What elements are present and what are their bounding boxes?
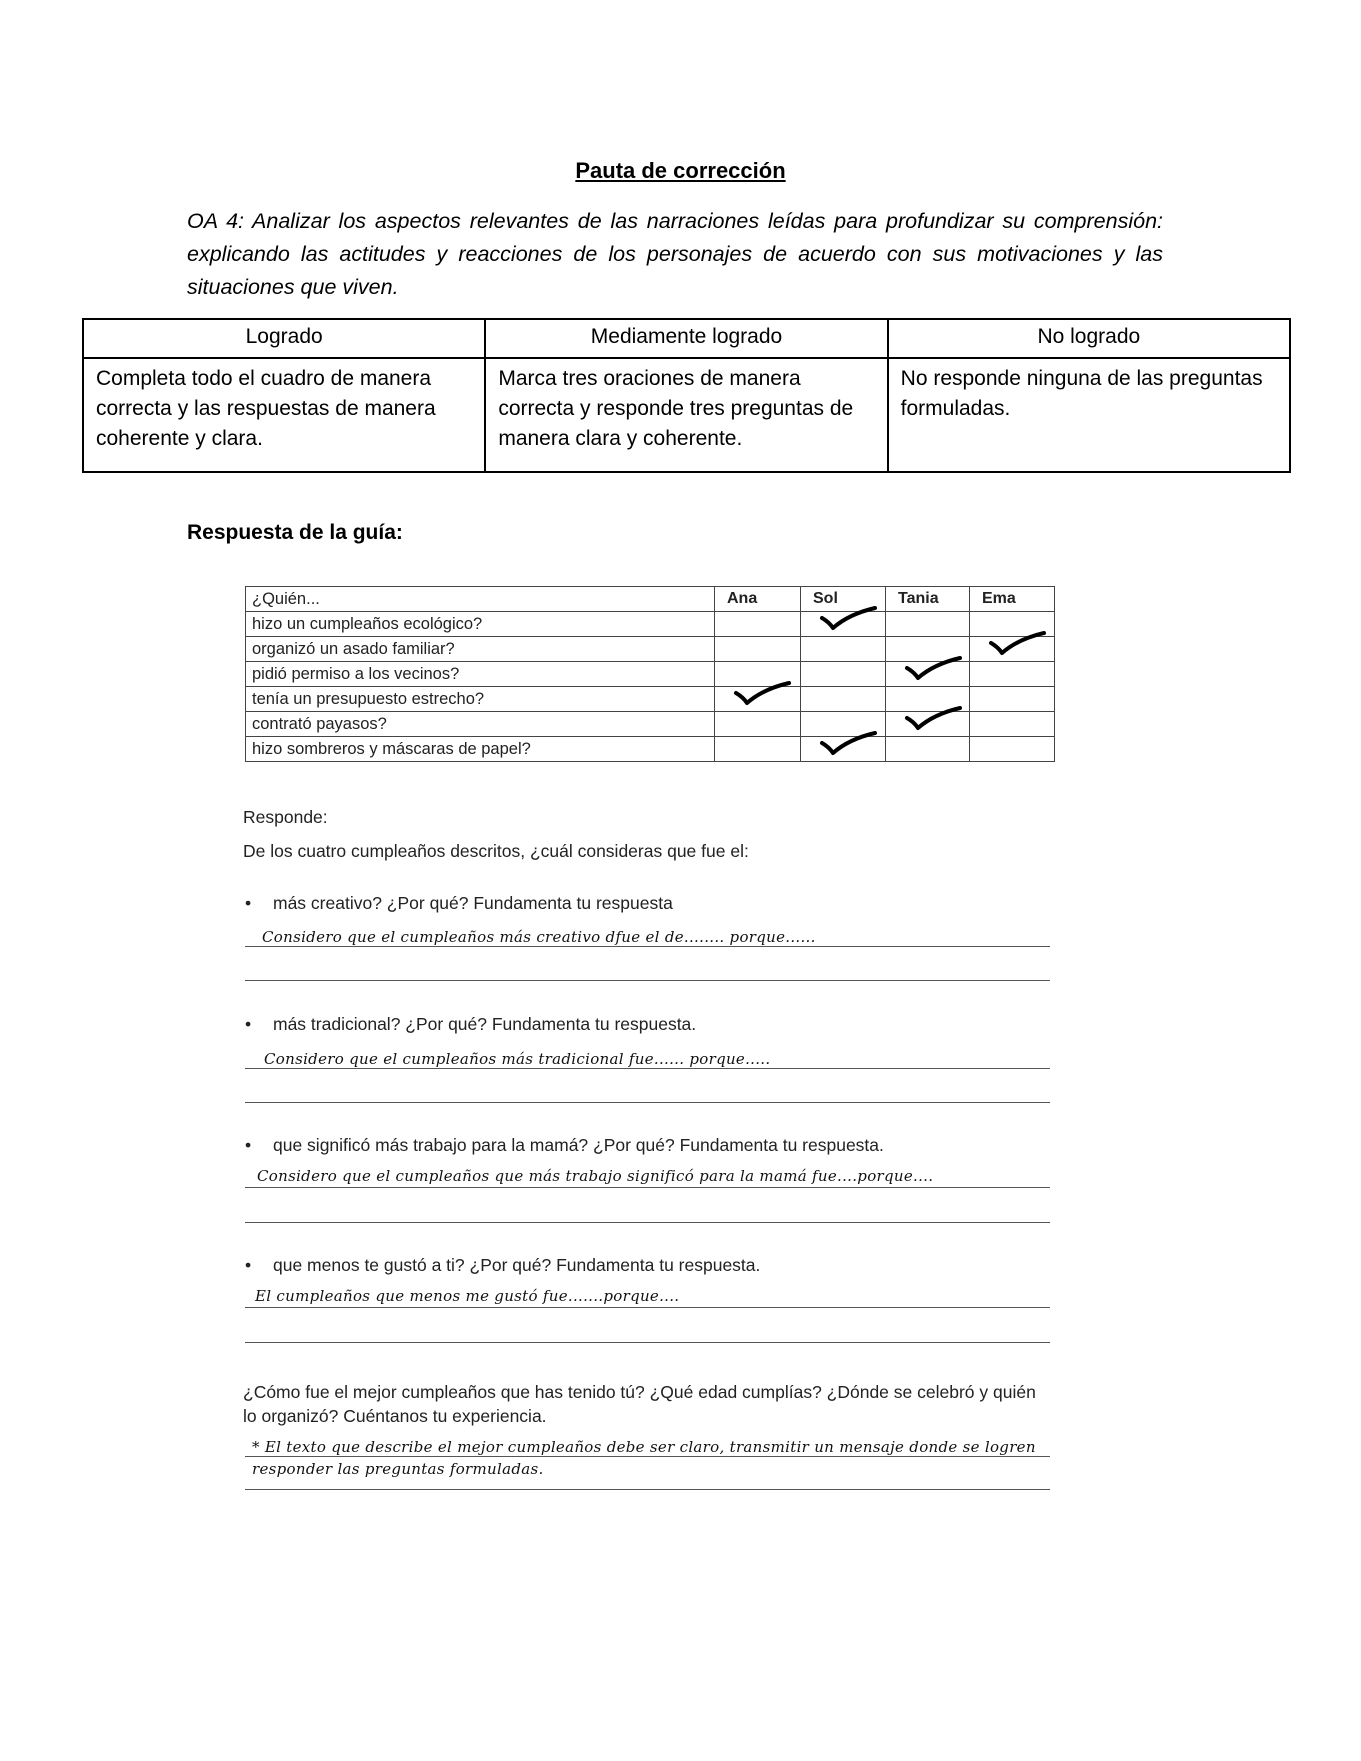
check-table-row [246,737,1055,762]
check-cell-sol [801,737,886,762]
answer-line [245,946,1050,947]
worksheet-intro: De los cuatro cumpleaños descritos, ¿cuál consideras que fue el: [243,841,749,861]
section-title: Respuesta de la guía: [187,521,403,544]
check-cell-ema [970,637,1055,662]
question-2-text: más tradicional? ¿Por qué? Fundamenta tu respuesta. [273,1014,697,1034]
check-table-header [246,587,1055,612]
answer-4: El cumpleaños que menos me gustó fue.......porque.... [255,1287,680,1305]
check-table-row [246,662,1055,687]
responde-label: Responde: [243,807,328,827]
check-cell-tania [886,737,970,762]
rubric-table [82,318,1291,473]
check-cell-sol [801,662,886,687]
question-4 [245,1255,760,1276]
check-cell-ema [970,662,1055,687]
check-cell-sol [801,637,886,662]
question-3-text: que significó más trabajo para la mamá? ¿Por qué? Fundamenta tu respuesta. [273,1135,884,1155]
check-table-row [246,712,1055,737]
rubric-header-no-logrado: No logrado [888,319,1290,358]
answer-line [245,1222,1050,1223]
answer-line [245,1342,1050,1343]
answer-line [245,1102,1050,1103]
question-4-text: que menos te gustó a ti? ¿Por qué? Fundamenta tu respuesta. [273,1255,761,1275]
question-header: ¿Quién... [246,587,715,612]
answer-1: Considero que el cumpleaños más creativo dfue el de........ porque...... [262,928,816,946]
who-check-table [245,586,1055,762]
rubric-desc-no-logrado: No responde ninguna de las preguntas formuladas. [888,358,1290,472]
bullet-icon: • [245,893,252,913]
answer-line [245,1489,1050,1490]
bullet-icon: • [245,1014,252,1034]
checkmark-icon [904,702,964,732]
final-question: ¿Cómo fue el mejor cumpleaños que has tenido tú? ¿Qué edad cumplías? ¿Dónde se celebró y quién lo organizó? Cuéntanos tu experiencia. [243,1382,1036,1426]
check-cell-tania [886,662,970,687]
row-question: organizó un asado familiar? [246,637,715,662]
check-cell-sol [801,612,886,637]
check-cell-ema [970,687,1055,712]
check-cell-ana [715,612,801,637]
answer-line [245,1307,1050,1308]
check-cell-ema [970,737,1055,762]
checkmark-icon [819,602,879,632]
question-3 [245,1135,884,1156]
row-question: pidió permiso a los vecinos? [246,662,715,687]
question-1-text: más creativo? ¿Por qué? Fundamenta tu respuesta [273,893,673,913]
checkmark-icon [988,627,1048,657]
check-table-row [246,612,1055,637]
rubric-header-mediamente: Mediamente logrado [485,319,887,358]
name-header-tania: Tania [886,587,970,612]
check-cell-sol [801,687,886,712]
rubric-desc-logrado: Completa todo el cuadro de manera correcta y las respuestas de manera coherente y clara. [83,358,485,472]
checkmark-icon [819,727,879,757]
page-title: Pauta de corrección [575,158,786,183]
name-header-ema: Ema [970,587,1055,612]
rubric-header-logrado: Logrado [83,319,485,358]
answer-3: Considero que el cumpleaños que más trabajo significó para la mamá fue....porque.... [257,1167,934,1185]
answer-line [245,1456,1050,1457]
name-header-sol: Sol [801,587,886,612]
row-question: hizo un cumpleaños ecológico? [246,612,715,637]
answer-line [245,1187,1050,1188]
rubric-desc-mediamente: Marca tres oraciones de manera correcta y responde tres preguntas de manera clara y coherente. [485,358,887,472]
checkmark-icon [733,677,793,707]
final-answer-line-2: responder las preguntas formuladas. [252,1460,544,1478]
final-answer-line-1: * El texto que describe el mejor cumpleaños debe ser claro, transmitir un mensaje donde se logren [252,1438,1036,1456]
answer-2: Considero que el cumpleaños más tradicional fue...... porque..... [264,1050,771,1068]
question-1 [245,893,673,914]
check-cell-ana [715,687,801,712]
rubric-header-row [83,319,1290,358]
name-header-ana: Ana [715,587,801,612]
question-2 [245,1014,696,1035]
check-cell-ana [715,637,801,662]
answer-line [245,980,1050,981]
check-cell-tania [886,612,970,637]
checkmark-icon [904,652,964,682]
check-cell-ema [970,712,1055,737]
answer-line [245,1068,1050,1069]
row-question: hizo sombreros y máscaras de papel? [246,737,715,762]
check-cell-ana [715,712,801,737]
row-question: contrató payasos? [246,712,715,737]
bullet-icon: • [245,1255,252,1275]
learning-objective: OA 4: Analizar los aspectos relevantes de las narraciones leídas para profundizar su comprensión: explicando las actitudes y reacciones de los personajes de acuerdo con sus motivaciones y las situaciones que viven. [187,209,1163,299]
rubric-description-row [83,358,1290,472]
bullet-icon: • [245,1135,252,1155]
row-question: tenía un presupuesto estrecho? [246,687,715,712]
check-cell-ana [715,737,801,762]
check-cell-tania [886,712,970,737]
